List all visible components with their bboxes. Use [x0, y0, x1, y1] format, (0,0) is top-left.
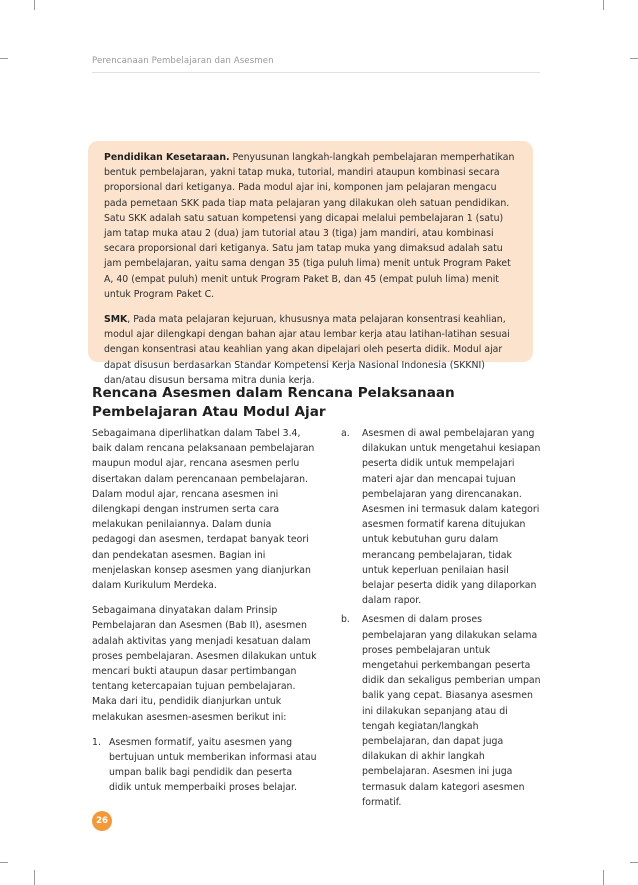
- body-paragraph: Sebagaimana diperlihatkan dalam Tabel 3.4, baik dalam rencana pelaksanaan pembelajaran maupun modul ajar, rencana asesmen perlu disertakan dalam perencanaan pembelajaran. Dalam modul ajar, rencana asesmen ini dilengkapi dengan instrumen serta cara melakukan penilaiannya. Dalam dunia pedagogi dan asesmen, terdapat banyak teori dan pendekatan asesmen. Bagian ini menjelaskan konsep asesmen yang dianjurkan dalam Kurikulum Merdeka.: [92, 428, 315, 592]
- crop-mark: [630, 862, 638, 863]
- list-item: [341, 612, 541, 810]
- list-marker: 1.: [92, 736, 101, 748]
- callout-text-smk: , Pada mata pelajaran kejuruan, khususnya mata pelajaran konsentrasi keahlian, modul ajar dilengkapi dengan bahan ajar atau lembar kerja atau latihan-latihan sesuai dengan konsentrasi atau keahlian yang akan dipelajari oleh peserta didik. Modul ajar dapat disusun berdasarkan Standar Kompetensi Kerja Nasional Indonesia (SKKNI) dan/atau disusun bersama mitra dunia kerja.: [104, 314, 510, 386]
- body-paragraph: Sebagaimana dinyatakan dalam Prinsip Pembelajaran dan Asesmen (Bab II), asesmen adalah aktivitas yang menjadi kesatuan dalam proses pembelajaran. Asesmen dilakukan untuk mencari bukti ataupun dasar pertimbangan tentang ketercapaian tujuan pembelajaran. Maka dari itu, pendidik dianjurkan untuk melakukan asesmen-asesmen berikut ini:: [92, 605, 317, 723]
- crop-mark: [0, 862, 8, 863]
- header-divider: [92, 72, 540, 73]
- crop-mark: [630, 58, 638, 59]
- list-marker: b.: [341, 614, 350, 626]
- callout-paragraph-smk: [104, 312, 519, 388]
- crop-mark: [603, 0, 604, 10]
- list-item-text: Asesmen di awal pembelajaran yang dilakukan untuk mengetahui kesiapan peserta didik untuk mempelajari materi ajar dan mencapai tujuan pembelajaran yang direncanakan. Asesmen ini termasuk dalam kategori asesmen formatif karena ditujukan untuk kebutuhan guru dalam merancang pembelajaran, tidak untuk keperluan penilaian hasil belajar peserta didik yang dilaporkan dalam rapor.: [362, 428, 541, 607]
- left-column: [92, 426, 317, 800]
- callout-paragraph-kesetaraan: [104, 150, 519, 302]
- callout-lead-kesetaraan: Pendidikan Kesetaraan.: [104, 152, 230, 163]
- list-item: [92, 735, 317, 796]
- callout-content: [104, 150, 519, 388]
- list-item-text: Asesmen di dalam proses pembelajaran yang dilakukan selama proses pembelajaran untuk mengetahui perkembangan peserta didik dan sekaligus pemberian umpan balik yang cepat. Biasanya asesmen ini dilakukan sepanjang atau di tengah kegiatan/langkah pembelajaran, dan dapat juga dilakukan di akhir langkah pembelajaran. Asesmen ini juga termasuk dalam kategori asesmen formatif.: [362, 614, 541, 808]
- callout-text-kesetaraan: Penyusunan langkah-langkah pembelajaran memperhatikan bentuk pembelajaran, yakni tatap muka, tutorial, mandiri ataupun kombinasi secara proporsional dari ketiganya. Pada modul ajar ini, komponen jam pelajaran mengacu pada pemetaan SKK pada tiap mata pelajaran yang dilakukan oleh satuan pendidikan. Satu SKK adalah satu satuan kompetensi yang dicapai melalui pembelajaran 1 (satu) jam tatap muka atau 2 (dua) jam tutorial atau 3 (tiga) jam mandiri, atau kombinasi secara proporsional dari ketiganya. Satu jam tatap muka yang dimaksud adalah satu jam pembelajaran, yaitu sama dengan 35 (tiga puluh lima) menit untuk Program Paket A, 40 (empat puluh) menit untuk Program Paket B, dan 45 (empat puluh lima) menit untuk Program Paket C.: [104, 152, 515, 300]
- crop-mark: [0, 58, 8, 59]
- section-heading: Rencana Asesmen dalam Rencana Pelaksanaan Pembelajaran Atau Modul Ajar: [92, 385, 455, 420]
- callout-lead-smk: SMK: [104, 314, 128, 326]
- running-header: Perencanaan Pembelajaran dan Asesmen: [92, 56, 274, 66]
- crop-mark: [34, 870, 35, 885]
- crop-mark: [603, 870, 604, 885]
- list-marker: a.: [341, 428, 350, 439]
- info-callout-box: [88, 141, 533, 386]
- crop-mark: [34, 0, 35, 10]
- list-item-text: Asesmen formatif, yaitu asesmen yang bertujuan untuk memberikan informasi atau umpan balik bagi pendidik dan peserta didik untuk memperbaiki proses belajar.: [109, 736, 317, 794]
- right-column: [341, 426, 541, 814]
- page-number-badge: 26: [92, 811, 112, 831]
- list-item: [341, 426, 541, 608]
